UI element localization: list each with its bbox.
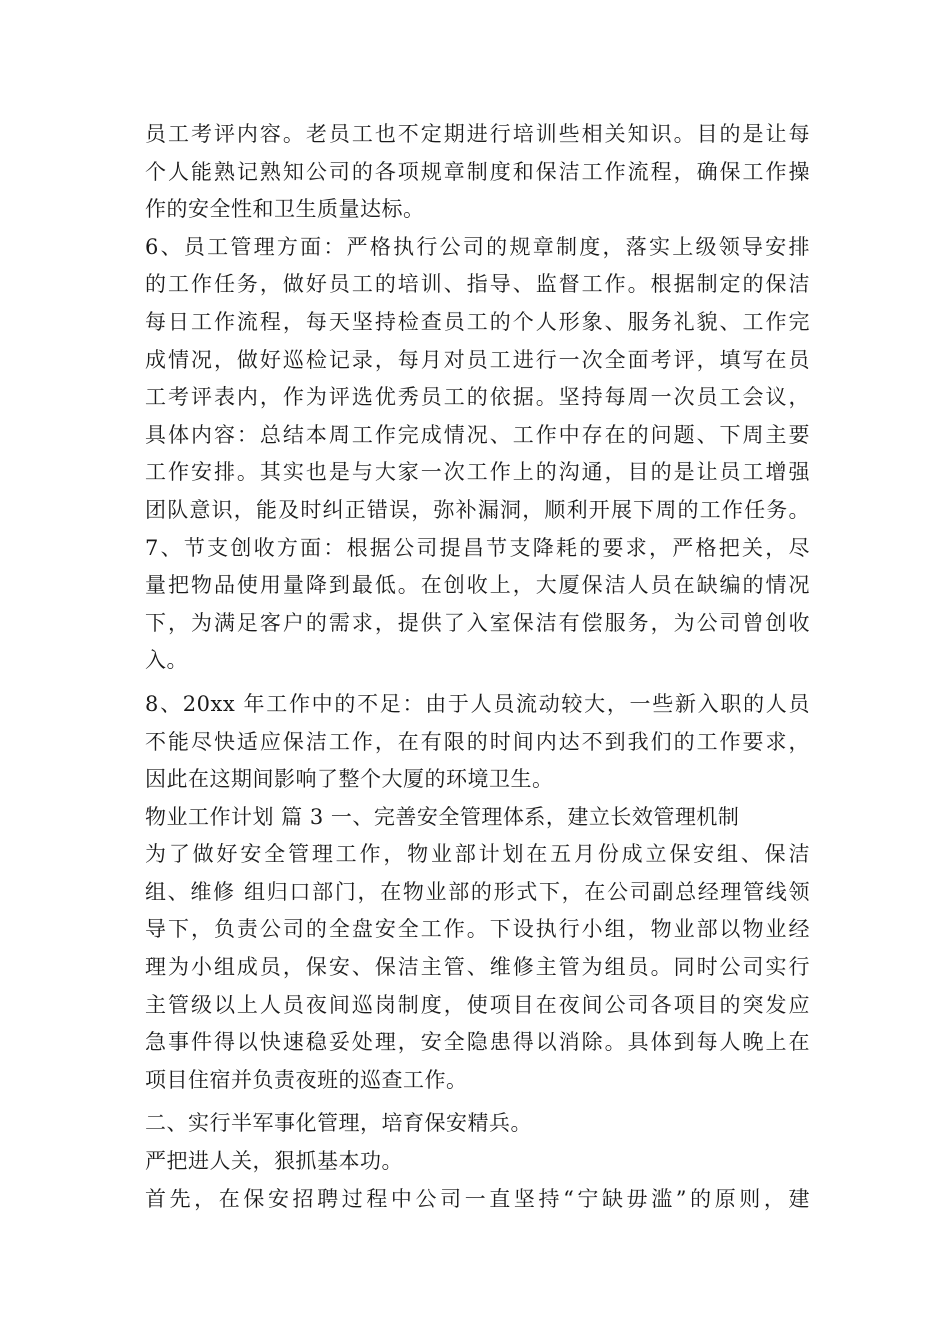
text-line: 团队意识，能及时纠正错误，弥补漏洞，顺利开展下周的工作任务。 bbox=[145, 497, 810, 522]
text-line: 个人能熟记熟知公司的各项规章制度和保洁工作流程，确保工作操 bbox=[145, 159, 810, 184]
paragraph-training bbox=[145, 116, 810, 229]
paragraph-military-management bbox=[145, 1105, 810, 1218]
section-heading: 物业工作计划 篇 3 一、完善安全管理体系，建立长效管理机制 bbox=[145, 804, 740, 829]
text-line: 不能尽快适应保洁工作，在有限的时间内达不到我们的工作要求， bbox=[145, 729, 810, 754]
text-line: 为了做好安全管理工作，物业部计划在五月份成立保安组、保洁 bbox=[145, 842, 810, 867]
text-line: 急事件得以快速稳妥处理，安全隐患得以消除。具体到每人晚上在 bbox=[145, 1030, 810, 1055]
text-line: 理为小组成员，保安、保洁主管、维修主管为组员。同时公司实行 bbox=[145, 955, 810, 980]
paragraph-shortcomings bbox=[145, 686, 810, 836]
text-line: 8、20xx 年工作中的不足：由于人员流动较大，一些新入职的人员 bbox=[145, 691, 810, 716]
paragraph-staff-management bbox=[145, 229, 810, 530]
text-line: 导下，负责公司的全盘安全工作。下设执行小组，物业部以物业经 bbox=[145, 917, 810, 942]
text-line: 项目住宿并负责夜班的巡查工作。 bbox=[145, 1067, 468, 1092]
text-line: 的工作任务，做好员工的培训、指导、监督工作。根据制定的保洁 bbox=[145, 272, 810, 297]
text-line: 作的安全性和卫生质量达标。 bbox=[145, 197, 425, 222]
text-line: 入。 bbox=[145, 648, 188, 673]
text-line: 主管级以上人员夜间巡岗制度，使项目在夜间公司各项目的突发应 bbox=[145, 992, 810, 1017]
text-line: 量把物品使用量降到最低。在创收上，大厦保洁人员在缺编的情况 bbox=[145, 573, 810, 598]
text-line: 因此在这期间影响了整个大厦的环境卫生。 bbox=[145, 767, 554, 792]
text-line: 工作安排。其实也是与大家一次工作上的沟通，目的是让员工增强 bbox=[145, 460, 810, 485]
paragraph-security-system bbox=[145, 836, 810, 1099]
text-line: 组、维修 组归口部门，在物业部的形式下，在公司副总经理管线领 bbox=[145, 879, 810, 904]
text-line: 具体内容：总结本周工作完成情况、工作中存在的问题、下周主要 bbox=[145, 422, 810, 447]
text-line: 下，为满足客户的需求，提供了入室保洁有偿服务，为公司曾创收 bbox=[145, 610, 810, 635]
paragraph-cost-saving bbox=[145, 530, 810, 680]
text-line: 成情况，做好巡检记录，每月对员工进行一次全面考评，填写在员 bbox=[145, 347, 810, 372]
text-line: 7、节支创收方面：根据公司提昌节支降耗的要求，严格把关，尽 bbox=[145, 535, 810, 560]
text-line: 首先，在保安招聘过程中公司一直坚持“宁缺毋滥”的原则，建 bbox=[145, 1186, 810, 1211]
document-body bbox=[145, 116, 810, 1218]
text-line: 二、实行半军事化管理，培育保安精兵。 bbox=[145, 1111, 532, 1136]
text-line: 每日工作流程，每天坚持检查员工的个人形象、服务礼貌、工作完 bbox=[145, 309, 810, 334]
text-line: 严把进人关，狠抓基本功。 bbox=[145, 1149, 403, 1174]
text-line: 6、员工管理方面：严格执行公司的规章制度，落实上级领导安排 bbox=[145, 234, 810, 259]
text-line: 工考评表内，作为评选优秀员工的依据。坚持每周一次员工会议， bbox=[145, 385, 810, 410]
text-line: 员工考评内容。老员工也不定期进行培训些相关知识。目的是让每 bbox=[145, 122, 810, 146]
